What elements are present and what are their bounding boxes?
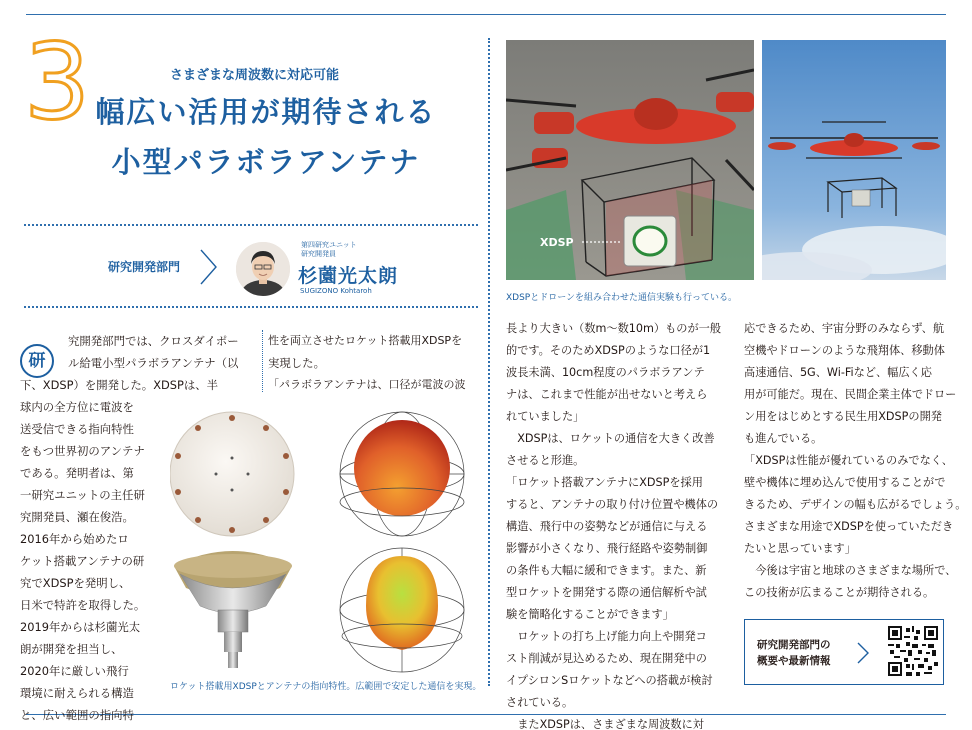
body-line: 空機やドローンのような飛翔体、移動体 bbox=[744, 344, 945, 357]
body-line: ン用をはじめとする民生用XDSPの開発 bbox=[744, 410, 942, 423]
body-line: 型ロケットを開発する際の通信解析や試 bbox=[506, 586, 707, 599]
person-portrait bbox=[236, 242, 290, 296]
antenna-figure bbox=[170, 406, 480, 678]
body-line: と、広い範囲の指向特 bbox=[20, 708, 134, 722]
article-title-line2: 小型パラボラアンテナ bbox=[111, 145, 421, 179]
body-line: 「XDSPは性能が優れているのみでなく、 bbox=[744, 454, 953, 467]
body-column-3 bbox=[506, 318, 726, 730]
body-line: ル給電小型パラボラアンテナ（以 bbox=[68, 356, 239, 370]
body-line: 送受信できる指向特性 bbox=[20, 422, 134, 436]
body-line: 球内の全方位に電波を bbox=[20, 400, 134, 414]
article-subtitle: さまざまな周波数に対応可能 bbox=[170, 68, 340, 83]
antenna-caption: ロケット搭載用XDSPとアンテナの指向特性。広範囲で安定した通信を実現。 bbox=[170, 682, 482, 692]
body-line: ナは、これまで性能が出せないと考えら bbox=[506, 388, 708, 401]
column-divider bbox=[488, 38, 490, 686]
body-line: 朗が開発を担当し、 bbox=[20, 642, 123, 656]
body-line: 究開発部門では、クロスダイポー bbox=[68, 334, 239, 348]
body-line: 験を簡略化することができます」 bbox=[506, 608, 674, 621]
body-line: すると、アンテナの取り付け位置や機体の bbox=[506, 498, 719, 511]
body-line: も進んでいる。 bbox=[744, 432, 823, 445]
body-line: 的です。そのためXDSPのような口径が1 bbox=[506, 344, 711, 357]
body-line: 究開発員、瀬在俊浩。 bbox=[20, 510, 134, 524]
body-line: イプシロンSロケットなどへの搭載が検討 bbox=[506, 674, 713, 687]
body-line: さまざまな用途でXDSPを使っていただき bbox=[744, 520, 954, 533]
body-line: 一研究ユニットの主任研 bbox=[20, 488, 145, 502]
person-role: 研究開発員 bbox=[301, 250, 336, 258]
antenna-side-photo bbox=[174, 551, 292, 668]
body-line: 下、XDSP）を開発した。XDSPは、半 bbox=[20, 378, 219, 392]
body-line: の条件も大幅に緩和できます。また、新 bbox=[506, 564, 707, 577]
body-line: 2019年からは杉薗光太 bbox=[20, 620, 141, 634]
body-line: 応できるため、宇宙分野のみならず、航 bbox=[744, 322, 945, 335]
body-line: この技術が広まることが期待される。 bbox=[744, 586, 935, 599]
info-box-line1: 研究開発部門の bbox=[757, 639, 831, 651]
body-line: である。発明者は、第 bbox=[20, 466, 134, 480]
drone-caption: XDSPとドローンを組み合わせた通信実験も行っている。 bbox=[506, 293, 738, 303]
body-line: 用が可能だ。現在、民間企業主体でドロー bbox=[744, 388, 957, 401]
body-line: 「パラボラアンテナは、口径が電波の波 bbox=[268, 378, 466, 391]
body-line: 環境に耐えられる構造 bbox=[20, 686, 134, 700]
avatar bbox=[236, 242, 290, 296]
dropcap: 研 bbox=[20, 344, 54, 378]
antenna-disc-photo bbox=[170, 412, 294, 536]
body-line: れていました」 bbox=[506, 410, 585, 423]
body-line: ロケットの打ち上げ能力向上や開発コ bbox=[506, 630, 707, 643]
section-number: 3 bbox=[24, 21, 91, 143]
body-line: 高速通信、5G、Wi-Fiなど、幅広く応 bbox=[744, 366, 932, 379]
chevron-right-icon[interactable] bbox=[856, 641, 870, 665]
person-name-roman: SUGIZONO Kohtaroh bbox=[300, 287, 372, 295]
body-line: 影響が小さくなり、飛行経路や姿勢制御 bbox=[506, 542, 708, 555]
department-label: 研究開発部門 bbox=[108, 260, 181, 274]
body-line: 壁や機体に埋め込んで使用することがで bbox=[744, 476, 946, 489]
body-line: 実現した。 bbox=[268, 356, 325, 370]
article-title-line1: 幅広い活用が期待される bbox=[95, 95, 437, 129]
body-line: XDSPは、ロケットの通信を大きく改善 bbox=[506, 432, 715, 445]
top-rule bbox=[26, 14, 946, 15]
body-line: させると形進。 bbox=[506, 454, 585, 467]
body-column-4 bbox=[744, 318, 967, 604]
drone-photo-ground bbox=[506, 40, 754, 280]
column-divider-small bbox=[262, 330, 263, 392]
person-unit bbox=[301, 241, 357, 259]
body-line: されている。 bbox=[506, 696, 574, 709]
qr-code-icon[interactable] bbox=[888, 626, 938, 676]
body-line: 2016年から始めたロ bbox=[20, 532, 129, 546]
body-line: 2020年に厳しい飛行 bbox=[20, 664, 129, 678]
body-line: きるため、デザインの幅も広がるでしょう。 bbox=[744, 498, 967, 511]
radiation-pattern-bottom bbox=[340, 548, 464, 672]
body-line: 「ロケット搭載アンテナにXDSPを採用 bbox=[506, 476, 703, 489]
header-divider-top bbox=[24, 224, 478, 226]
body-line: 性を両立させたロケット搭載用XDSPを bbox=[268, 334, 463, 347]
chevron-right-icon bbox=[198, 248, 220, 286]
body-line: またXDSPは、さまざまな周波数に対 bbox=[506, 718, 704, 730]
body-line: 構造、飛行中の姿勢などが通信に与える bbox=[506, 520, 708, 533]
body-line: 日米で特許を取得した。 bbox=[20, 598, 146, 612]
body-column-2 bbox=[268, 330, 478, 396]
body-line: たいと思っています」 bbox=[744, 542, 856, 555]
info-box-text[interactable] bbox=[757, 637, 831, 669]
body-line: 波長未満、10cm程度のパラボラアンテ bbox=[506, 366, 705, 379]
radiation-pattern-top bbox=[340, 412, 464, 536]
xdsp-label: XDSP bbox=[540, 236, 574, 249]
person-unit-name: 第四研究ユニット bbox=[301, 241, 357, 249]
info-box-line2: 概要や最新情報 bbox=[757, 655, 831, 667]
drone-photo-sky bbox=[762, 40, 946, 280]
header-divider-bottom bbox=[24, 306, 478, 308]
body-line: をもつ世界初のアンテナ bbox=[20, 444, 145, 458]
person-name: 杉薗光太朗 bbox=[298, 265, 399, 287]
body-line: 今後は宇宙と地球のさまざまな場所で、 bbox=[744, 564, 957, 577]
body-line: 長より大きい（数m〜数10m）ものが一般 bbox=[506, 322, 722, 335]
body-line: ケット搭載アンテナの研 bbox=[20, 554, 145, 568]
body-line: 究でXDSPを発明し、 bbox=[20, 576, 131, 590]
body-line: スト削減が見込めるため、現在開発中の bbox=[506, 652, 707, 665]
